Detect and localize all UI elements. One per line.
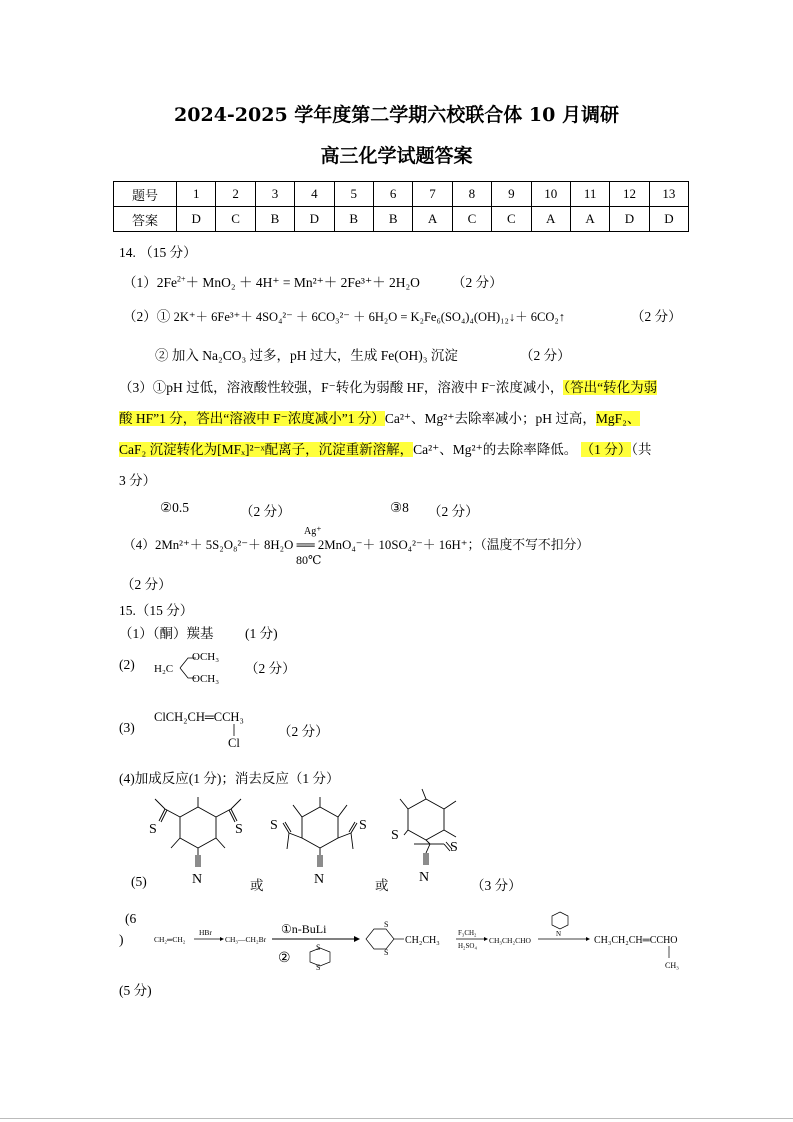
page-title: 2024-2025 学年度第二学期六校联合体 10 月调研	[174, 104, 619, 126]
species-label: CH₃CH₂CH═CCHO	[594, 935, 678, 946]
table-cell: C	[452, 207, 491, 232]
bond-line	[422, 789, 426, 799]
q15-part3-score: （2 分）	[278, 724, 329, 739]
structure-5c	[386, 787, 486, 887]
q15-part5-label: (5)	[131, 874, 147, 889]
bond-line	[351, 833, 353, 849]
structure-text: Cl	[228, 736, 240, 750]
page-subtitle: 高三化学试题答案	[320, 145, 473, 167]
q14-part1-equation: ＋ MnO₂ ＋ 4H⁺ = Mn²⁺＋ 2Fe³⁺＋ 2H₂O	[185, 275, 420, 290]
q14-part3-line1	[119, 376, 657, 396]
atom-label: S	[384, 948, 389, 957]
structure-5a	[143, 793, 253, 885]
q14-part2a	[123, 305, 565, 325]
q14-part3-text: Ca²⁺、Mg²⁺去除率减小；pH 过高，	[384, 411, 596, 426]
or-text: 或	[375, 878, 389, 893]
q15-part2-score: （2 分）	[245, 661, 296, 676]
atom-label: N	[556, 930, 562, 938]
bond-line	[338, 833, 351, 838]
q14-heading: 14. （15 分）	[119, 245, 197, 260]
table-cell: 6	[373, 182, 412, 207]
highlighted-note: MgF₂、	[595, 411, 641, 426]
species-label: CH₃—CH₂Br	[225, 935, 267, 944]
q14-part3b-b-score: （2 分）	[428, 504, 479, 519]
pyridine-ring	[552, 912, 568, 929]
q14-part3b-a: ②0.5	[160, 500, 189, 515]
species-label: CH₃CH₂CHO	[489, 936, 531, 945]
q15-part2-label: (2)	[119, 657, 135, 672]
highlighted-note: CaF₂ 沉淀转化为[MFₓ]²⁻ˣ配离子，沉淀重新溶解，	[119, 442, 414, 457]
table-cell: B	[255, 207, 294, 232]
table-row-label: 题号	[114, 182, 177, 207]
q14-part3-line3	[119, 438, 651, 458]
atom-label: S	[450, 840, 458, 855]
q14-part3-text: （3）①pH 过低，溶液酸性较强，F⁻转化为弱酸 HF，溶液中 F⁻浓度减小，	[119, 380, 564, 395]
table-cell: D	[649, 207, 688, 232]
structure-5b	[265, 793, 375, 885]
q14-part4-score: （2 分）	[121, 577, 172, 592]
table-cell: A	[413, 207, 452, 232]
bond-line	[338, 805, 347, 817]
atom-label: S	[316, 943, 321, 952]
table-cell: D	[295, 207, 334, 232]
table-row-numbers	[114, 182, 689, 207]
bond-line	[155, 799, 165, 809]
reagent-label: F₃CH₂	[458, 929, 477, 937]
table-cell: A	[570, 207, 609, 232]
atom-label: N	[419, 870, 430, 885]
q14-part3-text: （共	[631, 442, 652, 457]
q14-part3-text: Ca²⁺、Mg²⁺的去除率降低。	[413, 442, 578, 457]
bond-line	[289, 833, 302, 838]
bond-line	[231, 799, 241, 809]
q14-part1: $(1)2Fe^{2+}+ MnO_2 + 4H^+ = Mn^{2+}+ 2Fe^{3+}+ 2H_2O$	[123, 274, 420, 290]
bond-line	[293, 805, 302, 817]
or-text: 或	[250, 878, 264, 893]
atom-label: S	[149, 822, 157, 837]
table-cell: 1	[177, 182, 216, 207]
q15-part6-score: (5 分)	[119, 983, 152, 998]
structure-text: H₂C	[154, 663, 174, 675]
q14-part2b-score: （2 分）	[520, 348, 571, 363]
q15-part6-label: (6	[125, 911, 137, 926]
q14-part2a-label: （2）①	[123, 309, 171, 324]
benzene-ring	[180, 807, 216, 848]
arrow-head	[484, 937, 488, 941]
species-label: CH₂CH₃	[405, 935, 440, 946]
bond-line	[400, 799, 408, 809]
table-cell: 7	[413, 182, 452, 207]
q14-part3-line2	[119, 407, 640, 427]
temperature-label: 80℃	[296, 553, 322, 567]
arrow-head	[354, 936, 360, 942]
bond-line	[444, 801, 456, 809]
table-cell: 12	[610, 182, 649, 207]
q14-part4-equation: （4）2Mn²⁺＋ 5S₂O₈²⁻＋ 8H₂O ══ 2MnO₄⁻＋ 10SO₄²⁻＋ 16H⁺；（温度不写不扣分）	[123, 538, 590, 552]
reagent-label: ①n-BuLi	[281, 922, 327, 936]
acetal-structure	[150, 645, 230, 689]
table-cell: D	[610, 207, 649, 232]
bond-line	[171, 838, 180, 848]
q15-part1-score: (1 分)	[245, 626, 278, 641]
dithiane-ring	[366, 929, 394, 949]
atom-label: S	[359, 818, 367, 833]
table-cell: 5	[334, 182, 373, 207]
q15-part3-label: (3)	[119, 720, 135, 735]
q15-part6-label-close: )	[119, 932, 124, 947]
bond-line	[216, 838, 225, 848]
table-cell: 9	[492, 182, 531, 207]
table-cell: 8	[452, 182, 491, 207]
table-cell: 13	[649, 182, 688, 207]
structure-text: OCH₃	[192, 673, 220, 685]
table-cell: B	[373, 207, 412, 232]
answer-table	[113, 181, 689, 232]
atom-label: N	[314, 872, 325, 885]
atom-label: S	[391, 828, 399, 843]
bond-line	[426, 840, 430, 844]
table-cell: A	[531, 207, 570, 232]
table-cell: C	[492, 207, 531, 232]
table-row-label: 答案	[114, 207, 177, 232]
atom-label: S	[270, 818, 278, 833]
table-cell: 3	[255, 182, 294, 207]
highlighted-note: （答出“转化为弱	[563, 380, 658, 395]
q14-part2a-equation: 2K⁺＋ 6Fe³⁺＋ 4SO₄²⁻ ＋ 6CO₃²⁻ ＋ 6H₂O = K₂Fe₆(SO₄)₄(OH)₁₂↓＋ 6CO₂↑	[173, 310, 566, 324]
q14-part2b: ② 加入 Na₂CO₃ 过多，pH 过大，生成 Fe(OH)₃ 沉淀	[155, 348, 458, 363]
q14-part1-score: （2 分）	[452, 275, 503, 290]
arrow-head	[220, 937, 224, 941]
reagent-label: H₂SO₄	[458, 942, 477, 950]
bond-line	[404, 830, 408, 835]
benzene-ring	[302, 807, 338, 848]
q15-part4: (4)加成反应(1 分)；消去反应（1 分）	[119, 771, 340, 786]
benzene-ring	[408, 799, 444, 840]
structure-text: ClCH₂CH═CCH₃	[154, 710, 244, 724]
atom-label: S	[316, 963, 321, 972]
page-bottom-divider	[0, 1118, 793, 1119]
q15-part1: （1）（酮）羰基	[119, 626, 214, 641]
q15-heading: 15.（15 分）	[119, 603, 194, 618]
reagent-label: ②	[278, 951, 291, 966]
bond-line	[426, 844, 430, 853]
q14-part3-line4: 3 分）	[119, 473, 157, 488]
q14-part1-label: （1）2Fe	[123, 275, 177, 290]
table-cell: 10	[531, 182, 570, 207]
q14-part3b-b: ③8	[390, 500, 409, 515]
reagent-label: HBr	[199, 928, 212, 937]
catalyst-label: Ag⁺	[304, 526, 322, 537]
table-cell: B	[334, 207, 373, 232]
q14-part2a-score: （2 分）	[631, 309, 682, 324]
structure-text: OCH₃	[192, 651, 220, 663]
species-label: CH₃	[665, 961, 679, 970]
table-cell: C	[216, 207, 255, 232]
table-cell: 2	[216, 182, 255, 207]
highlighted-note: 酸 HF”1 分，答出“溶液中 F⁻浓度减小”1 分）	[119, 411, 385, 426]
atom-label: N	[192, 872, 203, 885]
table-row-answers	[114, 207, 689, 232]
bond-line	[287, 833, 289, 849]
table-cell: 4	[295, 182, 334, 207]
atom-label: S	[384, 920, 389, 929]
arrow-head	[586, 937, 590, 941]
table-cell: 11	[570, 182, 609, 207]
table-cell: D	[177, 207, 216, 232]
atom-label: S	[235, 822, 243, 837]
synthesis-route	[150, 908, 740, 978]
bond-line	[444, 830, 456, 837]
chloroalkene-structure	[152, 705, 272, 751]
q15-part5-score: （3 分）	[471, 878, 522, 893]
q14-part3b-a-score: （2 分）	[240, 504, 291, 519]
species-label: CH₂═CH₂	[154, 935, 186, 944]
highlighted-note: （1 分）	[580, 442, 632, 457]
